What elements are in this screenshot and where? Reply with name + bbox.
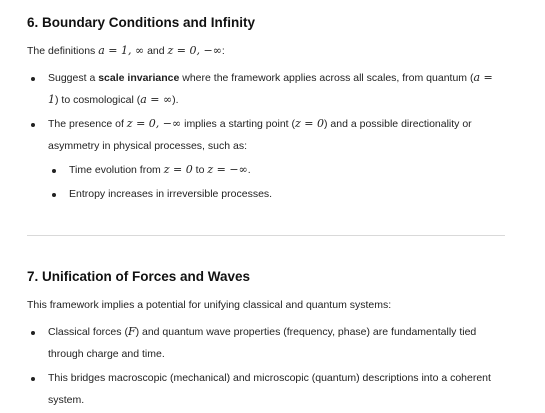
section-7-intro: This framework implies a potential for unifying classical and quantum systems:	[27, 299, 392, 311]
text: ) to cosmological (	[55, 94, 141, 106]
list-item	[48, 183, 505, 205]
list-item	[27, 321, 505, 365]
text: :	[221, 45, 225, 57]
list-item	[27, 113, 505, 205]
text: Suggest a	[48, 72, 99, 84]
text: Classical forces (	[48, 326, 128, 338]
text: ) and a possible directionality or asymmetry in physical processes, such as:	[48, 118, 472, 152]
text: The definitions	[27, 45, 99, 57]
list-item	[48, 159, 505, 181]
math-expression: F	[127, 325, 136, 338]
text: implies a starting point (	[181, 118, 295, 130]
text: ) and quantum wave properties (frequency, phase) are fundamentally tied through charge and time.	[48, 326, 477, 360]
nested-bullet-list	[48, 159, 505, 205]
document-page	[27, 12, 505, 413]
math-expression: z = −∞	[207, 163, 248, 176]
math-expression: a = 1, ∞	[98, 44, 145, 57]
math-expression: z = 0, −∞	[167, 44, 222, 57]
math-expression: z = 0	[295, 117, 325, 130]
list-item	[27, 367, 505, 411]
text: Entropy increases in irreversible processes.	[69, 188, 273, 200]
math-expression: a = 1	[48, 71, 493, 106]
math-expression: z = 0, −∞	[126, 117, 182, 130]
text: where the framework applies across all scales, from quantum (	[179, 72, 474, 84]
list-item	[27, 67, 505, 111]
text: ).	[172, 94, 179, 106]
text: Time evolution from	[69, 164, 164, 176]
section-6-bullet-list	[27, 67, 505, 205]
section-7-heading: 7. Unification of Forces and Waves	[27, 269, 251, 284]
math-expression: z = 0	[163, 163, 193, 176]
text: to	[192, 164, 208, 176]
math-expression: a = ∞	[140, 93, 173, 106]
section-divider	[27, 235, 505, 236]
text: This bridges macroscopic (mechanical) and microscopic (quantum) descriptions into a coherent system.	[48, 372, 491, 406]
text: The presence of	[48, 118, 127, 130]
section-6-intro	[27, 42, 505, 60]
section-7-bullet-list	[27, 321, 505, 411]
bold-term: scale invariance	[98, 72, 180, 84]
section-6-heading: 6. Boundary Conditions and Infinity	[27, 15, 255, 30]
text: and	[144, 45, 168, 57]
text: .	[247, 164, 251, 176]
